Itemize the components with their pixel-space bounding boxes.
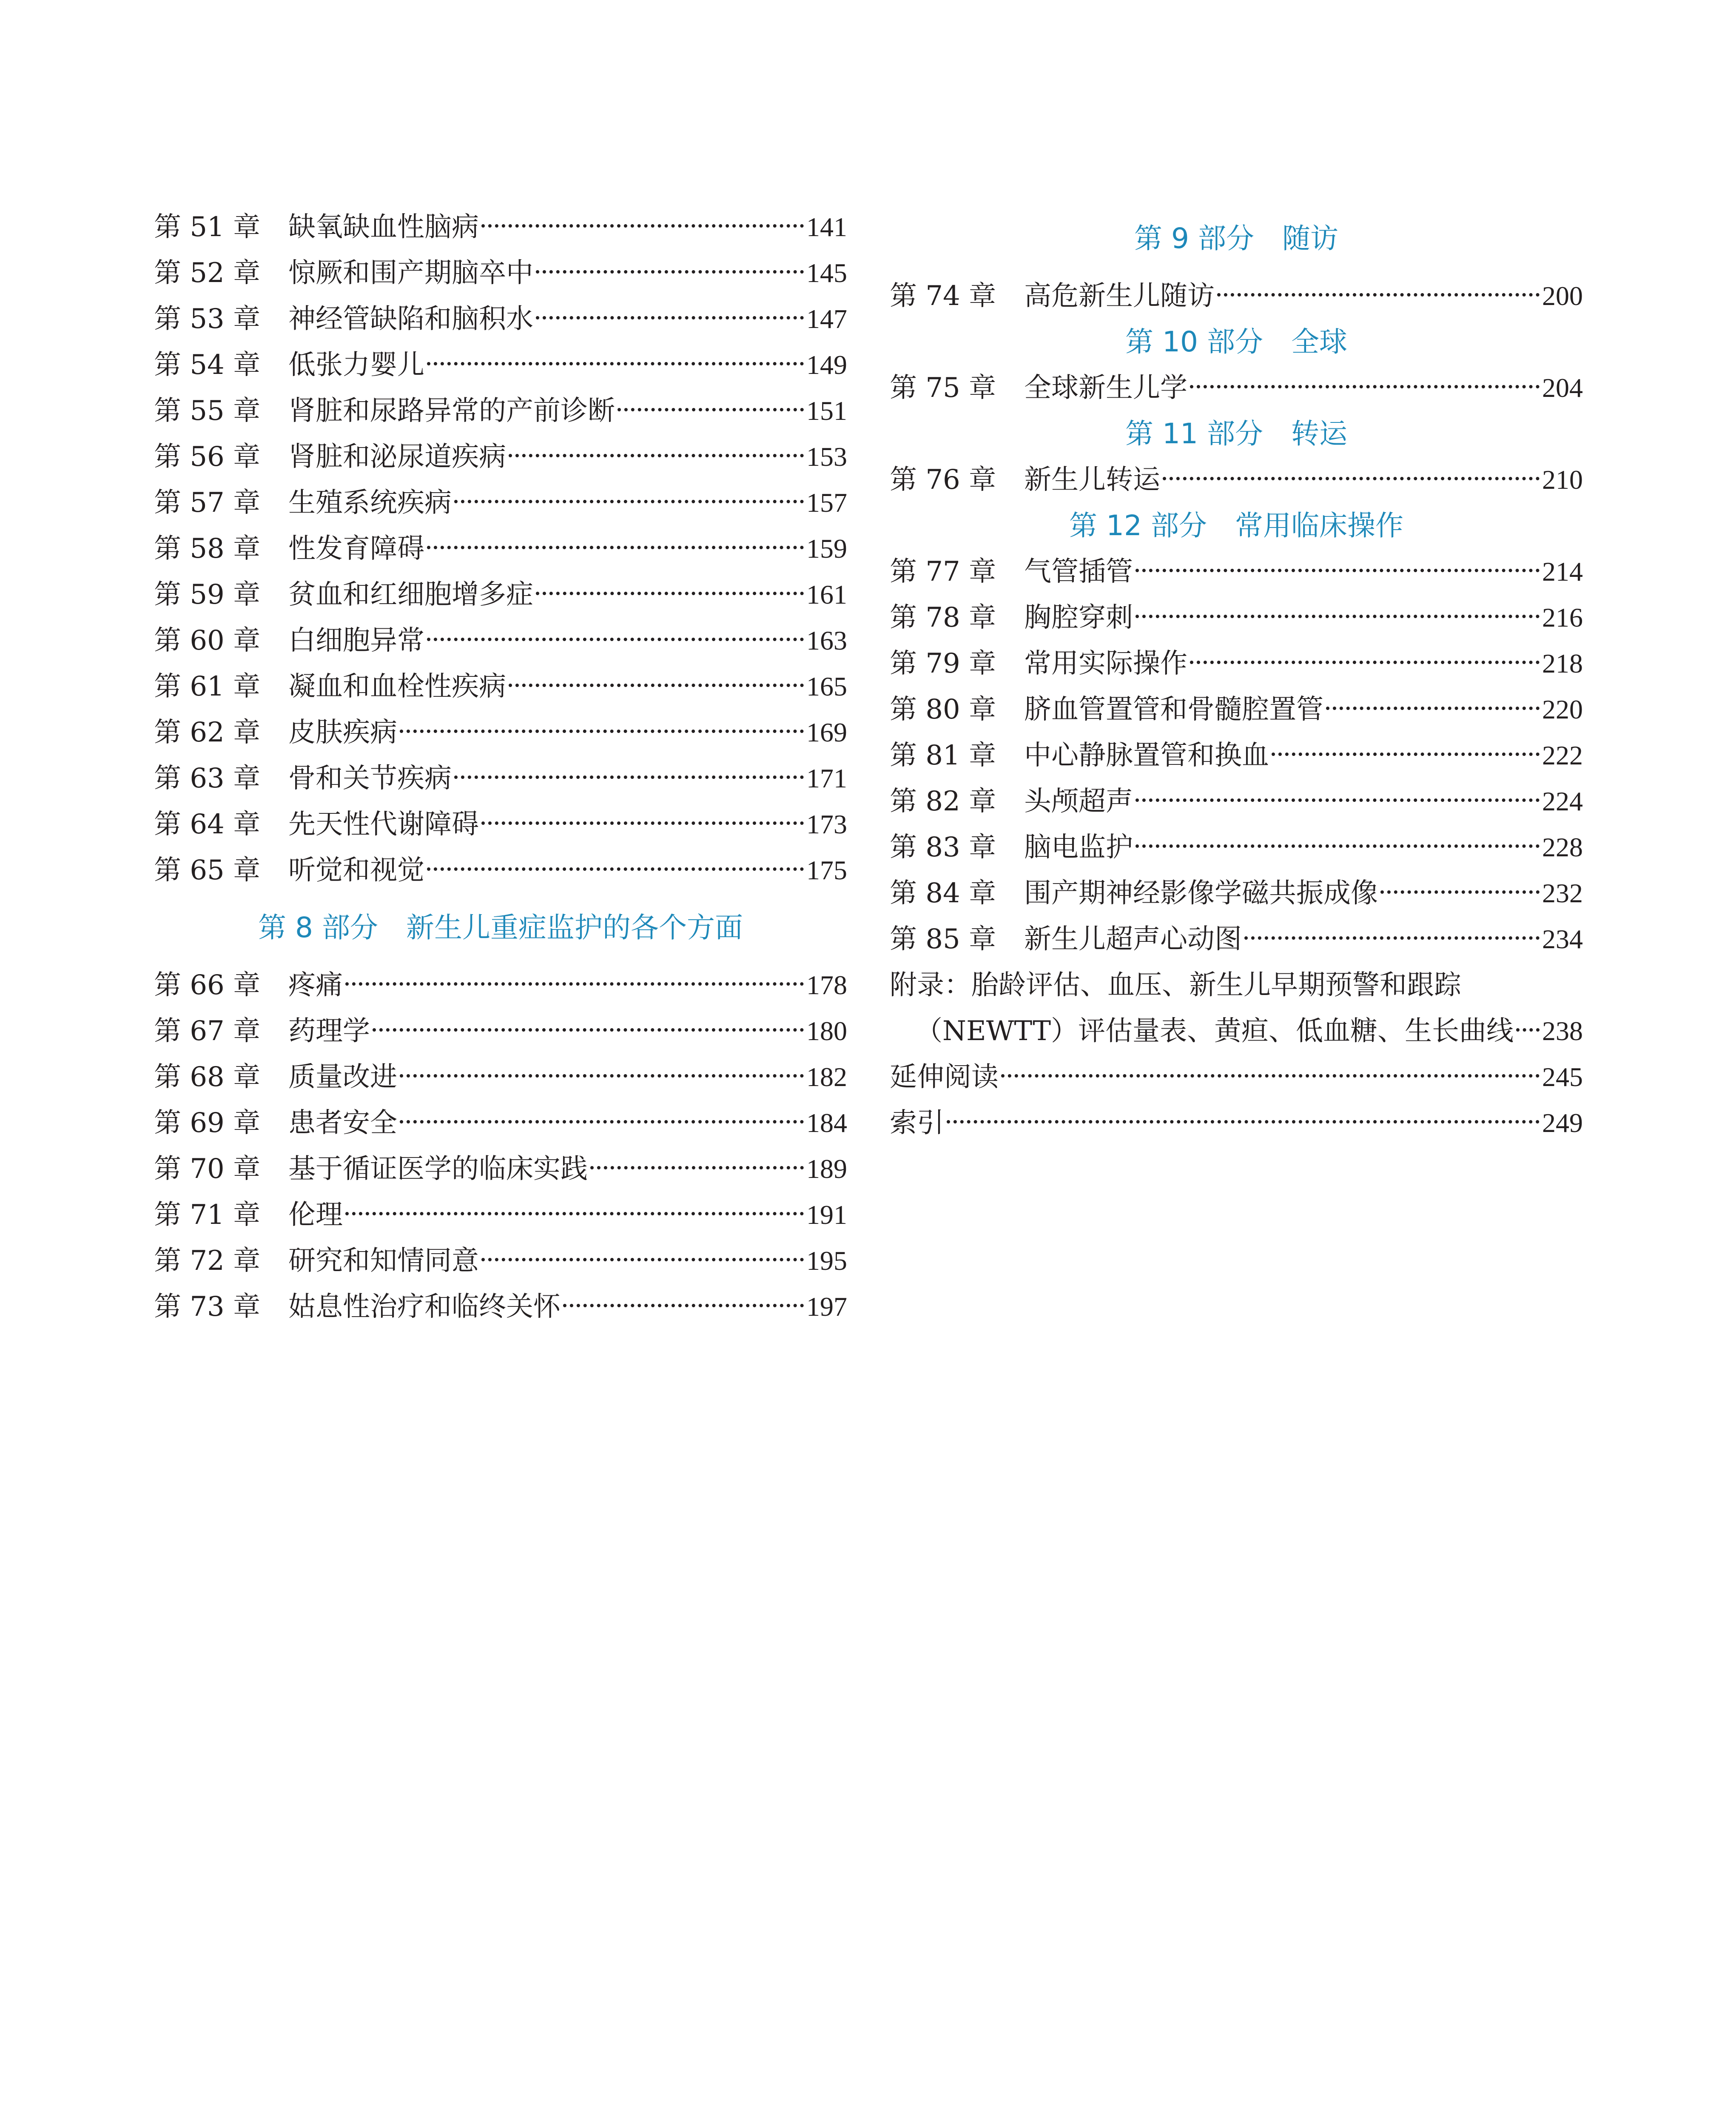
chapter-number: 第 66 章 [154, 969, 261, 1001]
dot-leader [536, 270, 804, 274]
chapter-title: 听觉和视觉 [288, 855, 424, 886]
chapter-title: 皮肤疾病 [288, 717, 397, 748]
page-number: 210 [1542, 465, 1583, 495]
chapter-number: 第 67 章 [154, 1015, 261, 1047]
dot-leader [1244, 936, 1540, 940]
chapter-number: 第 63 章 [154, 763, 261, 794]
page-number: 169 [806, 717, 847, 747]
toc-entry[interactable] [154, 1054, 847, 1100]
toc-entry[interactable] [154, 250, 847, 296]
page-number: 238 [1542, 1016, 1583, 1046]
chapter-number: 第 70 章 [154, 1153, 261, 1185]
chapter-title: 性发育障碍 [288, 533, 424, 565]
chapter-title: 疼痛 [288, 969, 343, 1001]
chapter-number: 第 82 章 [890, 786, 996, 817]
toc-entry[interactable] [154, 434, 847, 480]
chapter-title: 生殖系统疾病 [288, 487, 452, 519]
dot-leader [509, 454, 804, 457]
dot-leader [427, 867, 804, 871]
dot-leader [618, 408, 804, 411]
chapter-number: 第 51 章 [154, 211, 261, 243]
page-number: 180 [806, 1016, 847, 1046]
page-number: 249 [1542, 1108, 1583, 1138]
toc-entry[interactable] [154, 204, 847, 250]
dot-leader [563, 1304, 804, 1307]
chapter-title: 新生儿超声心动图 [1024, 924, 1242, 955]
chapter-number: 第 65 章 [154, 855, 261, 886]
chapter-number: 第 71 章 [154, 1199, 261, 1231]
chapter-title: 气管插管 [1024, 556, 1133, 587]
chapter-title: 缺氧缺血性脑病 [288, 211, 479, 243]
page-number: 161 [806, 579, 847, 610]
page-number: 151 [806, 396, 847, 426]
dot-leader [1001, 1074, 1540, 1078]
chapter-number: 第 81 章 [890, 740, 996, 771]
toc-entry[interactable] [890, 457, 1583, 503]
dot-leader [1217, 293, 1540, 297]
chapter-title: 药理学 [288, 1015, 370, 1047]
chapter-number: 第 84 章 [890, 878, 996, 909]
dot-leader [454, 776, 804, 779]
dot-leader [1190, 385, 1540, 388]
page-number: 175 [806, 855, 847, 885]
chapter-number: 第 68 章 [154, 1061, 261, 1093]
dot-leader [1326, 707, 1540, 710]
toc-entry[interactable] [154, 1146, 847, 1192]
page-number: 214 [1542, 556, 1583, 587]
part-8-heading: 第 8 部分 新生儿重症监护的各个方面 [258, 911, 743, 944]
toc-entry[interactable] [154, 962, 847, 1008]
index-title: 索引 [890, 1107, 944, 1139]
dot-leader [400, 1074, 804, 1078]
page-number: 234 [1542, 924, 1583, 954]
dot-leader [1136, 798, 1540, 802]
page-number: 232 [1542, 878, 1583, 908]
chapter-title: 全球新生儿学 [1024, 372, 1187, 404]
chapter-title: 质量改进 [288, 1061, 397, 1093]
dot-leader [373, 1028, 804, 1032]
dot-leader [481, 821, 804, 825]
chapter-number: 第 54 章 [154, 349, 261, 381]
page-number: 171 [806, 763, 847, 793]
toc-entry[interactable] [890, 687, 1583, 733]
chapter-number: 第 80 章 [890, 694, 996, 725]
page-number: 157 [806, 488, 847, 518]
toc-entry[interactable] [154, 1008, 847, 1054]
chapter-title: 先天性代谢障碍 [288, 809, 479, 840]
dot-leader [1516, 1028, 1540, 1032]
toc-entry[interactable] [890, 916, 1583, 962]
chapter-number: 第 57 章 [154, 487, 261, 519]
chapter-number: 第 78 章 [890, 602, 996, 633]
page-number: 182 [806, 1062, 847, 1092]
page-number: 245 [1542, 1062, 1583, 1092]
toc-entry[interactable] [154, 1192, 847, 1238]
chapter-number: 第 72 章 [154, 1245, 261, 1277]
page-number: 220 [1542, 694, 1583, 724]
toc-entry[interactable] [154, 664, 847, 710]
page-number: 224 [1542, 786, 1583, 816]
toc-entry[interactable] [154, 1284, 847, 1330]
page-number: 189 [806, 1154, 847, 1184]
chapter-number: 第 74 章 [890, 280, 996, 312]
dot-leader [536, 592, 804, 595]
chapter-title: 研究和知情同意 [288, 1245, 479, 1277]
toc-entry[interactable] [154, 1100, 847, 1146]
page-number: 222 [1542, 740, 1583, 770]
dot-leader [481, 224, 804, 228]
chapter-number: 第 69 章 [154, 1107, 261, 1139]
chapter-number: 第 60 章 [154, 625, 261, 656]
page-number: 149 [806, 350, 847, 380]
dot-leader [400, 730, 804, 733]
page-number: 216 [1542, 602, 1583, 633]
chapter-number: 第 55 章 [154, 395, 261, 427]
chapter-number: 第 64 章 [154, 809, 261, 840]
dot-leader [509, 684, 804, 687]
appendix-title-line2: （NEWTT）评估量表、黄疸、低血糖、生长曲线 [915, 1015, 1514, 1047]
toc-entry[interactable] [154, 801, 847, 847]
dot-leader [1136, 615, 1540, 618]
toc-entry[interactable] [154, 388, 847, 434]
chapter-number: 第 75 章 [890, 372, 996, 404]
chapter-title: 中心静脉置管和换血 [1024, 740, 1269, 771]
dot-leader [1380, 890, 1540, 894]
toc-entry[interactable] [154, 342, 847, 388]
toc-entry[interactable] [890, 733, 1583, 778]
page-number: 159 [806, 533, 847, 564]
page-number: 200 [1542, 281, 1583, 311]
dot-leader [454, 500, 804, 503]
dot-leader [590, 1166, 804, 1169]
page-number: 153 [806, 442, 847, 472]
dot-leader [1136, 569, 1540, 572]
page-number: 218 [1542, 648, 1583, 679]
chapter-title: 胸腔穿刺 [1024, 602, 1133, 633]
chapter-number: 第 79 章 [890, 648, 996, 679]
chapter-title: 脐血管置管和骨髓腔置管 [1024, 694, 1323, 725]
page-number: 228 [1542, 832, 1583, 862]
chapter-number: 第 53 章 [154, 303, 261, 335]
toc-entry[interactable] [890, 778, 1583, 824]
dot-leader [481, 1258, 804, 1261]
page-number: 165 [806, 671, 847, 701]
page-number: 195 [806, 1246, 847, 1276]
chapter-number: 第 77 章 [890, 556, 996, 587]
chapter-title: 基于循证医学的临床实践 [288, 1153, 588, 1185]
chapter-title: 贫血和红细胞增多症 [288, 579, 533, 610]
toc-entry[interactable] [154, 572, 847, 618]
chapter-title: 伦理 [288, 1199, 343, 1231]
chapter-number: 第 73 章 [154, 1291, 261, 1323]
chapter-title: 白细胞异常 [288, 625, 424, 656]
toc-entry[interactable] [890, 824, 1583, 870]
toc-entry[interactable] [154, 847, 847, 893]
toc-entry[interactable] [890, 549, 1583, 595]
toc-entry[interactable] [154, 296, 847, 342]
chapter-title: 头颅超声 [1024, 786, 1133, 817]
dot-leader [1163, 477, 1540, 480]
toc-entry[interactable] [154, 710, 847, 756]
chapter-title: 围产期神经影像学磁共振成像 [1024, 878, 1378, 909]
dot-leader [427, 362, 804, 365]
chapter-number: 第 52 章 [154, 257, 261, 289]
page-number: 204 [1542, 373, 1583, 403]
chapter-number: 第 83 章 [890, 832, 996, 863]
toc-entry[interactable] [154, 1238, 847, 1284]
toc-entry[interactable] [154, 756, 847, 801]
chapter-number: 第 59 章 [154, 579, 261, 610]
dot-leader [400, 1120, 804, 1123]
dot-leader [947, 1120, 1540, 1123]
chapter-title: 脑电监护 [1024, 832, 1133, 863]
chapter-number: 第 85 章 [890, 924, 996, 955]
page-number: 141 [806, 212, 847, 242]
appendix-title-line1: 附录：胎龄评估、血压、新生儿早期预警和跟踪 [890, 969, 1461, 1001]
chapter-title: 常用实际操作 [1024, 648, 1187, 679]
toc-entry[interactable] [154, 526, 847, 572]
toc-right-column [890, 204, 1583, 1146]
dot-leader [345, 1212, 804, 1215]
toc-entry[interactable] [154, 618, 847, 664]
page-number: 163 [806, 625, 847, 656]
part-9-heading: 第 9 部分 随访 [1134, 222, 1338, 255]
dot-leader [345, 982, 804, 986]
toc-entry[interactable] [890, 595, 1583, 641]
chapter-title: 神经管缺陷和脑积水 [288, 303, 533, 335]
further-reading-title: 延伸阅读 [890, 1061, 999, 1093]
chapter-title: 肾脏和泌尿道疾病 [288, 441, 506, 473]
page-number: 145 [806, 258, 847, 288]
page-number: 178 [806, 970, 847, 1000]
chapter-title: 新生儿转运 [1024, 464, 1160, 496]
dot-leader [536, 316, 804, 319]
chapter-title: 肾脏和尿路异常的产前诊断 [288, 395, 615, 427]
chapter-title: 骨和关节疾病 [288, 763, 452, 794]
part-11-heading: 第 11 部分 转运 [1125, 417, 1347, 450]
dot-leader [427, 638, 804, 641]
chapter-title: 患者安全 [288, 1107, 397, 1139]
page-number: 173 [806, 809, 847, 839]
index-entry[interactable] [890, 1100, 1583, 1146]
dot-leader [1136, 844, 1540, 848]
dot-leader [1272, 753, 1540, 756]
toc-left-column [154, 204, 847, 1330]
appendix-entry-line2[interactable] [890, 1008, 1583, 1054]
page-number: 184 [806, 1108, 847, 1138]
chapter-title: 惊厥和围产期脑卒中 [288, 257, 533, 289]
chapter-title: 凝血和血栓性疾病 [288, 671, 506, 702]
toc-entry[interactable] [154, 480, 847, 526]
page-number: 147 [806, 304, 847, 334]
chapter-number: 第 56 章 [154, 441, 261, 473]
chapter-number: 第 62 章 [154, 717, 261, 748]
part-10-heading: 第 10 部分 全球 [1125, 325, 1347, 358]
page-number: 191 [806, 1200, 847, 1230]
chapter-title: 低张力婴儿 [288, 349, 424, 381]
toc-entry[interactable] [890, 273, 1583, 319]
toc-entry[interactable] [890, 365, 1583, 411]
chapter-title: 高危新生儿随访 [1024, 280, 1215, 312]
appendix-entry-line1[interactable] [890, 962, 1583, 1008]
chapter-number: 第 58 章 [154, 533, 261, 565]
chapter-number: 第 61 章 [154, 671, 261, 702]
dot-leader [1190, 661, 1540, 664]
dot-leader [427, 546, 804, 549]
chapter-number: 第 76 章 [890, 464, 996, 496]
part-12-heading: 第 12 部分 常用临床操作 [1069, 509, 1403, 542]
further-reading-entry[interactable] [890, 1054, 1583, 1100]
page-number: 197 [806, 1292, 847, 1322]
chapter-title: 姑息性治疗和临终关怀 [288, 1291, 561, 1323]
toc-entry[interactable] [890, 870, 1583, 916]
toc-entry[interactable] [890, 641, 1583, 687]
